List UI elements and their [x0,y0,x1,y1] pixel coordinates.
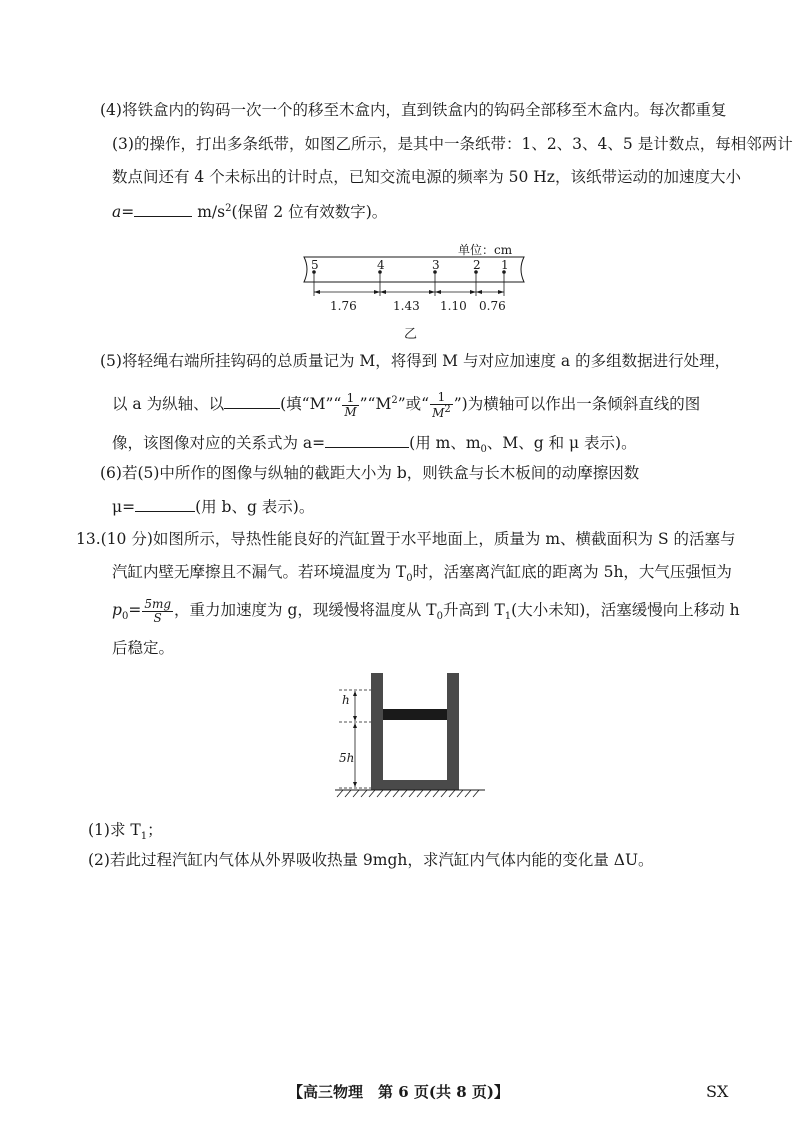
q12-part5-line1: (5)将轻绳右端所挂钩码的总质量记为 M，将得到 M 与对应加速度 a 的多组数据进行处理， [100,352,731,370]
text-segment: 时，活塞离汽缸底的距离为 5h，大气压强恒为 [412,563,732,581]
figure-yi [290,238,540,342]
text-segment: 以 a 为纵轴、以 [112,395,225,414]
answer-blank-acceleration[interactable] [134,203,192,217]
q12-part4-line3: 数点间还有 4 个未标出的计时点，已知交流电源的频率为 50 Hz，该纸带运动的加速度大小 [112,168,741,186]
subscript: 0 [406,573,413,585]
text-segment: μ= [112,498,136,516]
fraction-denominator: M [432,405,445,420]
unit-exponent: 2 [225,202,232,214]
text-segment: 、M、g 和 μ 表示)。 [486,434,637,452]
cylinder-right-wall [447,673,459,790]
label-h: h [342,693,350,707]
eq-sign: = [128,601,142,620]
tape-ticks [314,272,504,296]
piston [383,709,447,720]
text-segment: (用 b、g 表示)。 [195,498,315,516]
tape-point-label: 3 [432,258,440,272]
fraction-one-over-m [342,392,358,418]
q12-part4-line1: (4)将铁盒内的钩码一次一个的移至木盒内，直到铁盒内的钩码全部移至木盒内。每次都重复 [100,101,727,119]
tape-distance: 1.43 [393,299,420,313]
ground-hatching [337,790,479,797]
q12-part4-line4 [112,203,387,221]
q12-part5-line2 [112,391,700,419]
q13-sub2: (2)若此过程汽缸内气体从外界吸收热量 9mgh，求汽缸内气体内能的变化量 ΔU。 [88,851,654,869]
subscript: 0 [436,611,444,623]
precision-note: (保留 2 位有效数字)。 [231,203,388,221]
text-segment: (用 m、m [409,434,481,452]
text-segment: 汽缸内壁无摩擦且不漏气。若环境温度为 T [112,563,407,581]
subscript: 1 [140,831,148,843]
exponent: 2 [391,394,398,406]
fraction-denominator: M [344,404,357,419]
text-segment: ”“M [359,395,392,414]
exponent: 2 [444,403,451,415]
answer-blank-axis[interactable] [224,395,280,409]
text-segment: ； [147,821,163,839]
text-segment: ”或“ [397,395,430,414]
text-segment: (大小未知)，活塞缓慢向上移动 h [511,601,740,620]
fraction-pressure [142,598,173,624]
tape-point-label: 1 [501,258,509,272]
text-segment: (填“M”“ [280,395,342,414]
page-footer: 【高三物理 第 6 页(共 8 页)】 [288,1083,509,1101]
q13-line3 [112,598,740,624]
subscript: 0 [480,444,487,456]
subscript: 0 [121,611,129,623]
unit: m/s [197,203,226,221]
text-segment: 像，该图像对应的关系式为 a= [112,434,326,452]
q13-line4: 后稳定。 [112,639,175,657]
fraction-numerator: 5mg [144,597,172,611]
subscript: 1 [504,611,512,623]
accel-var: a [112,203,122,221]
paper-tape [304,257,524,282]
fraction-numerator: 1 [342,392,358,406]
cylinder-bottom [371,780,459,790]
fraction-numerator: 1 [430,391,453,405]
fraction-denominator: S [153,610,162,625]
fraction-one-over-m-squared [430,391,453,419]
eq-sign: = [121,203,135,221]
q12-part5-line3 [112,434,637,455]
figure-caption: 乙 [404,327,418,342]
answer-blank-friction[interactable] [135,498,195,512]
cylinder-left-wall [371,673,383,790]
tape-distance: 1.10 [440,299,467,313]
q12-part6-line2 [112,498,314,516]
q12-part6-line1: (6)若(5)中所作的图像与纵轴的截距大小为 b，则铁盒与长木板间的动摩擦因数 [100,464,640,482]
tape-point-label: 5 [311,258,319,272]
answer-blank-relation[interactable] [325,434,409,448]
footer-code: SX [706,1082,729,1101]
tape-distance: 1.76 [330,299,357,313]
q13-line2 [112,565,732,584]
text-segment: 升高到 T [443,601,505,620]
tape-point-label: 2 [473,258,481,272]
text-segment: ”)为横轴可以作出一条倾斜直线的图 [453,395,701,414]
label-5h: 5h [339,751,355,765]
cylinder-figure [335,670,495,805]
q12-part4-line2: (3)的操作，打出多条纸带，如图乙所示，是其中一条纸带：1、2、3、4、5 是计数点，每相邻两计 [112,135,793,153]
q13-line1: 13.(10 分)如图所示，导热性能良好的汽缸置于水平地面上，质量为 m、横截面积为 S 的活塞与 [76,530,736,548]
tape-unit-label: 单位：cm [458,243,513,257]
text-segment: (1)求 T [88,821,141,839]
tape-point-label: 4 [377,258,385,272]
text-segment: ，重力加速度为 g，现缓慢将温度从 T [174,601,437,620]
q13-sub1 [88,823,163,842]
pressure-var: p [112,601,122,620]
tape-distance: 0.76 [479,299,506,313]
